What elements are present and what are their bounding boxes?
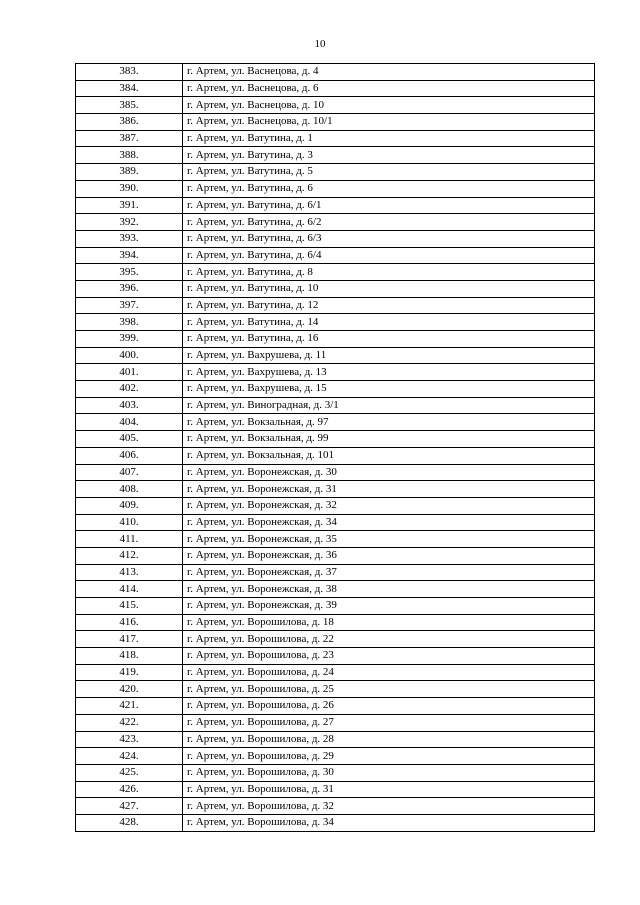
table-row — [76, 748, 595, 765]
row-number: 391. — [76, 197, 183, 214]
row-number: 414. — [76, 581, 183, 598]
row-number: 387. — [76, 130, 183, 147]
address-cell: г. Артем, ул. Воронежская, д. 36 — [183, 547, 595, 564]
address-cell: г. Артем, ул. Ватутина, д. 8 — [183, 264, 595, 281]
table-row — [76, 481, 595, 498]
table-row — [76, 781, 595, 798]
address-cell: г. Артем, ул. Воронежская, д. 32 — [183, 497, 595, 514]
address-cell: г. Артем, ул. Ватутина, д. 6/2 — [183, 214, 595, 231]
row-number: 422. — [76, 714, 183, 731]
table-row — [76, 614, 595, 631]
address-cell: г. Артем, ул. Ватутина, д. 3 — [183, 147, 595, 164]
row-number: 393. — [76, 230, 183, 247]
row-number: 398. — [76, 314, 183, 331]
table-row — [76, 714, 595, 731]
table-row — [76, 114, 595, 131]
address-cell: г. Артем, ул. Вахрушева, д. 15 — [183, 381, 595, 398]
table-row — [76, 664, 595, 681]
table-row — [76, 648, 595, 665]
address-cell: г. Артем, ул. Ворошилова, д. 30 — [183, 764, 595, 781]
table-row — [76, 80, 595, 97]
address-cell: г. Артем, ул. Вокзальная, д. 99 — [183, 431, 595, 448]
row-number: 417. — [76, 631, 183, 648]
row-number: 418. — [76, 648, 183, 665]
page-number: 10 — [314, 38, 326, 50]
row-number: 396. — [76, 280, 183, 297]
address-cell: г. Артем, ул. Ватутина, д. 16 — [183, 331, 595, 348]
address-table-body — [76, 64, 595, 832]
row-number: 410. — [76, 514, 183, 531]
address-cell: г. Артем, ул. Воронежская, д. 38 — [183, 581, 595, 598]
table-row — [76, 364, 595, 381]
address-cell: г. Артем, ул. Ворошилова, д. 24 — [183, 664, 595, 681]
table-row — [76, 331, 595, 348]
table-row — [76, 681, 595, 698]
table-row — [76, 731, 595, 748]
table-row — [76, 130, 595, 147]
address-cell: г. Артем, ул. Ворошилова, д. 25 — [183, 681, 595, 698]
table-row — [76, 447, 595, 464]
table-row — [76, 297, 595, 314]
row-number: 401. — [76, 364, 183, 381]
address-cell: г. Артем, ул. Воронежская, д. 31 — [183, 481, 595, 498]
table-row — [76, 764, 595, 781]
row-number: 416. — [76, 614, 183, 631]
row-number: 385. — [76, 97, 183, 114]
address-table — [75, 63, 595, 832]
address-cell: г. Артем, ул. Ватутина, д. 1 — [183, 130, 595, 147]
row-number: 394. — [76, 247, 183, 264]
address-cell: г. Артем, ул. Виноградная, д. 3/1 — [183, 397, 595, 414]
address-cell: г. Артем, ул. Вокзальная, д. 97 — [183, 414, 595, 431]
address-cell: г. Артем, ул. Воронежская, д. 39 — [183, 598, 595, 615]
address-cell: г. Артем, ул. Ворошилова, д. 32 — [183, 798, 595, 815]
address-cell: г. Артем, ул. Ворошилова, д. 28 — [183, 731, 595, 748]
address-cell: г. Артем, ул. Ворошилова, д. 18 — [183, 614, 595, 631]
table-row — [76, 180, 595, 197]
table-row — [76, 247, 595, 264]
table-row — [76, 264, 595, 281]
table-row — [76, 147, 595, 164]
row-number: 400. — [76, 347, 183, 364]
table-row — [76, 497, 595, 514]
table-row — [76, 280, 595, 297]
address-cell: г. Артем, ул. Ватутина, д. 14 — [183, 314, 595, 331]
row-number: 395. — [76, 264, 183, 281]
address-cell: г. Артем, ул. Вахрушева, д. 13 — [183, 364, 595, 381]
row-number: 420. — [76, 681, 183, 698]
row-number: 408. — [76, 481, 183, 498]
address-cell: г. Артем, ул. Васнецова, д. 10/1 — [183, 114, 595, 131]
row-number: 406. — [76, 447, 183, 464]
address-cell: г. Артем, ул. Васнецова, д. 6 — [183, 80, 595, 97]
address-cell: г. Артем, ул. Ворошилова, д. 31 — [183, 781, 595, 798]
table-row — [76, 164, 595, 181]
table-row — [76, 397, 595, 414]
table-row — [76, 814, 595, 831]
address-cell: г. Артем, ул. Вахрушева, д. 11 — [183, 347, 595, 364]
row-number: 392. — [76, 214, 183, 231]
address-cell: г. Артем, ул. Воронежская, д. 30 — [183, 464, 595, 481]
table-row — [76, 581, 595, 598]
row-number: 409. — [76, 497, 183, 514]
table-row — [76, 698, 595, 715]
row-number: 407. — [76, 464, 183, 481]
table-row — [76, 314, 595, 331]
row-number: 427. — [76, 798, 183, 815]
row-number: 403. — [76, 397, 183, 414]
address-cell: г. Артем, ул. Ворошилова, д. 22 — [183, 631, 595, 648]
row-number: 413. — [76, 564, 183, 581]
row-number: 421. — [76, 698, 183, 715]
row-number: 383. — [76, 64, 183, 81]
row-number: 419. — [76, 664, 183, 681]
table-row — [76, 631, 595, 648]
row-number: 386. — [76, 114, 183, 131]
table-row — [76, 514, 595, 531]
table-row — [76, 97, 595, 114]
row-number: 397. — [76, 297, 183, 314]
address-cell: г. Артем, ул. Васнецова, д. 10 — [183, 97, 595, 114]
row-number: 428. — [76, 814, 183, 831]
address-cell: г. Артем, ул. Ворошилова, д. 26 — [183, 698, 595, 715]
row-number: 404. — [76, 414, 183, 431]
row-number: 412. — [76, 547, 183, 564]
table-row — [76, 64, 595, 81]
address-cell: г. Артем, ул. Ватутина, д. 12 — [183, 297, 595, 314]
row-number: 424. — [76, 748, 183, 765]
table-row — [76, 347, 595, 364]
table-row — [76, 381, 595, 398]
table-row — [76, 230, 595, 247]
address-cell: г. Артем, ул. Ворошилова, д. 34 — [183, 814, 595, 831]
row-number: 415. — [76, 598, 183, 615]
table-row — [76, 598, 595, 615]
row-number: 402. — [76, 381, 183, 398]
address-cell: г. Артем, ул. Ватутина, д. 6/1 — [183, 197, 595, 214]
address-cell: г. Артем, ул. Вокзальная, д. 101 — [183, 447, 595, 464]
row-number: 384. — [76, 80, 183, 97]
table-row — [76, 414, 595, 431]
row-number: 388. — [76, 147, 183, 164]
address-cell: г. Артем, ул. Ворошилова, д. 27 — [183, 714, 595, 731]
row-number: 426. — [76, 781, 183, 798]
row-number: 405. — [76, 431, 183, 448]
row-number: 423. — [76, 731, 183, 748]
row-number: 390. — [76, 180, 183, 197]
table-row — [76, 564, 595, 581]
address-cell: г. Артем, ул. Ворошилова, д. 23 — [183, 648, 595, 665]
table-row — [76, 798, 595, 815]
row-number: 389. — [76, 164, 183, 181]
address-cell: г. Артем, ул. Васнецова, д. 4 — [183, 64, 595, 81]
address-cell: г. Артем, ул. Ватутина, д. 5 — [183, 164, 595, 181]
address-cell: г. Артем, ул. Ватутина, д. 6/4 — [183, 247, 595, 264]
table-row — [76, 464, 595, 481]
table-row — [76, 431, 595, 448]
table-row — [76, 197, 595, 214]
address-cell: г. Артем, ул. Воронежская, д. 34 — [183, 514, 595, 531]
row-number: 425. — [76, 764, 183, 781]
table-row — [76, 531, 595, 548]
row-number: 399. — [76, 331, 183, 348]
address-cell: г. Артем, ул. Ватутина, д. 6/3 — [183, 230, 595, 247]
address-cell: г. Артем, ул. Воронежская, д. 35 — [183, 531, 595, 548]
row-number: 411. — [76, 531, 183, 548]
table-row — [76, 547, 595, 564]
address-cell: г. Артем, ул. Воронежская, д. 37 — [183, 564, 595, 581]
address-cell: г. Артем, ул. Ватутина, д. 6 — [183, 180, 595, 197]
address-cell: г. Артем, ул. Ворошилова, д. 29 — [183, 748, 595, 765]
address-cell: г. Артем, ул. Ватутина, д. 10 — [183, 280, 595, 297]
table-row — [76, 214, 595, 231]
